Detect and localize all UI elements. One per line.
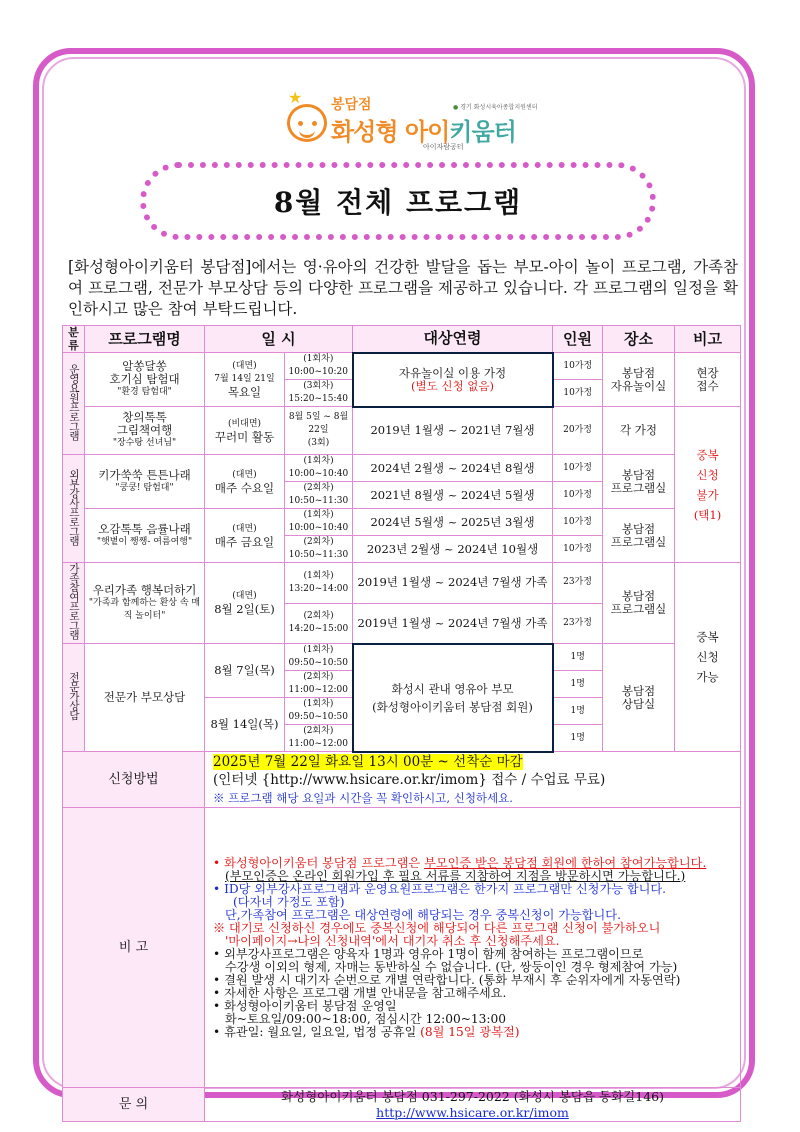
logo-name-part2: 키움터 <box>449 118 516 146</box>
table-row <box>63 353 741 380</box>
logo-sub: 아이자람공터 <box>423 143 464 151</box>
notes-row <box>63 808 741 1088</box>
session-time: (3회차) 15:20~15:40 <box>285 380 353 407</box>
program-date: 8월 7일(목) <box>205 644 285 698</box>
program-name: 키가쑥쑥 튼튼나래 "쿵쿵! 탐험대" <box>85 455 205 509</box>
target-age: 화성시 관내 영유아 부모 (화성형아이키움터 봉담점 회원) <box>353 644 553 752</box>
program-table <box>62 325 741 1122</box>
session-time: (1회차) 09:50~10:50 <box>285 698 353 725</box>
target-age: 2019년 1월생 ~ 2021년 7월생 <box>353 407 553 455</box>
program-date: (대면) 8월 2일(토) <box>205 563 285 644</box>
program-name: 전문가 부모상담 <box>85 644 205 752</box>
contact-link[interactable]: http://www.hsicare.or.kr/imom <box>376 1104 569 1120</box>
header-capacity: 인원 <box>553 326 603 353</box>
program-date: (대면) 매주 수요일 <box>205 455 285 509</box>
header-program: 프로그램명 <box>85 326 205 353</box>
logo-branch: 봉담점 <box>331 97 372 113</box>
header-category: 분류 <box>63 326 85 353</box>
program-date: (대면) 매주 금요일 <box>205 509 285 563</box>
capacity: 1명 <box>553 644 603 671</box>
capacity: 1명 <box>553 698 603 725</box>
program-name: 창의톡톡 그림책여행 "장수탕 선녀님" <box>85 407 205 455</box>
intro-text: [화성형아이키움터 봉담점]에서는 영·유아의 건강한 발달을 돕는 부모-아이 놀이 프로그램, 가족참여 프로그램, 전문가 부모상담 등의 다양한 프로그램을 제공하고 있습니다. 각 프로그램의 일정을 확인하시고 많은 참여 부탁드립니다. <box>68 258 738 318</box>
contact-info: 화성형아이키움터 봉담점 031-297-2022 (화성시 봉담읍 동화길146) <box>281 1088 664 1104</box>
session-time: (2회차) 14:20~15:00 <box>285 603 353 644</box>
capacity: 10가정 <box>553 380 603 407</box>
logo-center: ● 경기 화성시육아종합지원센터 <box>453 102 538 111</box>
contact-content <box>205 1088 741 1122</box>
program-name: 알쏭달쏭 호기심 탐험대 "환경 탐험대" <box>85 353 205 407</box>
apply-content <box>205 752 741 808</box>
category-operation: 운영요원프로그램 <box>63 353 85 455</box>
capacity: 10가정 <box>553 509 603 536</box>
session-time: (1회차) 13:20~14:00 <box>285 563 353 604</box>
session-time: (1회차) 09:50~10:50 <box>285 644 353 671</box>
contact-row <box>63 1088 741 1122</box>
session-time: (2회차) 10:50~11:30 <box>285 482 353 509</box>
table-row <box>63 455 741 482</box>
table-row <box>63 509 741 536</box>
place: 각 가정 <box>603 407 675 455</box>
table-row <box>63 407 741 455</box>
target-age: 2023년 2월생 ~ 2024년 10월생 <box>353 536 553 563</box>
target-age: 2024년 5월생 ~ 2025년 3월생 <box>353 509 553 536</box>
category-family: 가족참여프로그램 <box>63 563 85 644</box>
star-icon: ★ <box>288 88 303 107</box>
apply-date: 2025년 7월 22일 화요일 13시 00분 ~ 선착순 마감 <box>213 753 523 770</box>
session-time: (2회차) 10:50~11:30 <box>285 536 353 563</box>
capacity: 1명 <box>553 671 603 698</box>
target-age: 2019년 1월생 ~ 2024년 7월생 가족 <box>353 603 553 644</box>
program-name: 오감톡톡 음률나래 "햇볕이 쨍쨍- 여름여행" <box>85 509 205 563</box>
capacity: 23가정 <box>553 563 603 604</box>
note-duplicate-block: 중복 신청 불가 (택1) <box>675 407 741 563</box>
target-age: 2019년 1월생 ~ 2024년 7월생 가족 <box>353 563 553 604</box>
apply-row <box>63 752 741 808</box>
header-note: 비고 <box>675 326 741 353</box>
header-schedule: 일 시 <box>205 326 353 353</box>
header-place: 장소 <box>603 326 675 353</box>
target-age: 2021년 8월생 ~ 2024년 5월생 <box>353 482 553 509</box>
capacity: 10가정 <box>553 455 603 482</box>
capacity: 10가정 <box>553 353 603 380</box>
target-age: 2024년 2월생 ~ 2024년 8월생 <box>353 455 553 482</box>
session-time: (1회차) 10:00~10:40 <box>285 509 353 536</box>
notes-content: • 화성형아이키움터 봉담점 프로그램은 부모인증 받은 봉담점 회원에 한하여 참여가능합니다. (부모인증은 온라인 회원가입 후 필요 서류를 지참하여 지점을 방문하시면 가능합니다.) • ID당 외부강사프로그램과 운영요원프로그램은 한가지 프로그램만 신청가능 합니다. (다자녀 가정도 포함) 단,가족참여 프로그램은 대상연령에 해당되는 경우 중복신청이 가능합니다. ※ 대기로 신청하신 경우에도 중복신청에 해당되어 다른 프로그램 신청이 불가하오니 '마이페이지→나의 신청내역'에서 대기자 취소 후 신청해주세요. • 외부강사프로그램은 양육자 1명과 영유아 1명이 함께 참여하는 프로그램이므로 수강생 이외의 형제, 자매는 동반하실 수 없습니다. (단, 쌍둥이인 경우 형제참여 가능) • 결원 발생 시 대기자 순번으로 개별 연락합니다. (통화 부재시 후 순위자에게 자동연락) • 자세한 사항은 프로그램 개별 안내문을 참고해주세요. • 화성형아이키움터 봉담점 운영일 화~토요일/09:00~18:00, 점심시간 12:00~13:00 • 휴관일: 월요일, 일요일, 법정 공휴일 (8월 15일 광복절) <box>205 808 741 1088</box>
capacity: 20가정 <box>553 407 603 455</box>
place: 봉담점 프로그램실 <box>603 509 675 563</box>
category-external: 외부강사프로그램 <box>63 455 85 563</box>
table-header-row <box>63 326 741 353</box>
apply-method: (인터넷 {http://www.hsicare.or.kr/imom} 접수 / 수업료 무료) <box>213 771 606 788</box>
note-duplicate-allowed: 중복 신청 가능 <box>675 563 741 752</box>
header-target: 대상연령 <box>353 326 553 353</box>
session-time: (1회차) 10:00~10:40 <box>285 455 353 482</box>
capacity: 10가정 <box>553 536 603 563</box>
apply-label: 신청방법 <box>63 752 205 808</box>
session-time: (2회차) 11:00~12:00 <box>285 725 353 752</box>
program-date: (비대면) 꾸러미 활동 <box>205 407 285 455</box>
place: 봉담점 프로그램실 <box>603 455 675 509</box>
logo <box>283 88 563 152</box>
program-name: 우리가족 행복더하기 "가족과 함께하는 환상 속 매직 놀이터" <box>85 563 205 644</box>
contact-label: 문 의 <box>63 1088 205 1122</box>
title-box <box>140 162 656 240</box>
notes-label: 비 고 <box>63 808 205 1088</box>
place: 봉담점 상담실 <box>603 644 675 752</box>
program-date: (대면) 7월 14일 21일 목요일 <box>205 353 285 407</box>
capacity: 10가정 <box>553 482 603 509</box>
table-row <box>63 563 741 604</box>
place: 봉담점 자유놀이실 <box>603 353 675 407</box>
logo-name-part1: 화성형 아이 <box>331 118 450 146</box>
place: 봉담점 프로그램실 <box>603 563 675 644</box>
session-time: (1회차) 10:00~10:20 <box>285 353 353 380</box>
program-date: 8월 14일(목) <box>205 698 285 752</box>
category-counsel: 전문가상담 <box>63 644 85 752</box>
target-age: 자유놀이실 이용 가정 (별도 신청 없음) <box>353 353 553 407</box>
capacity: 1명 <box>553 725 603 752</box>
page-title: 8월 전체 프로그램 <box>273 186 523 219</box>
apply-tip: ※ 프로그램 해당 요일과 시간을 꼭 확인하시고, 신청하세요. <box>213 790 513 805</box>
smiley-face-icon <box>287 104 327 142</box>
session-time: (2회차) 11:00~12:00 <box>285 671 353 698</box>
table-row <box>63 644 741 671</box>
session-time: 8월 5일 ~ 8월 22일 (3회) <box>285 407 353 455</box>
capacity: 23가정 <box>553 603 603 644</box>
note: 현장 접수 <box>675 353 741 407</box>
